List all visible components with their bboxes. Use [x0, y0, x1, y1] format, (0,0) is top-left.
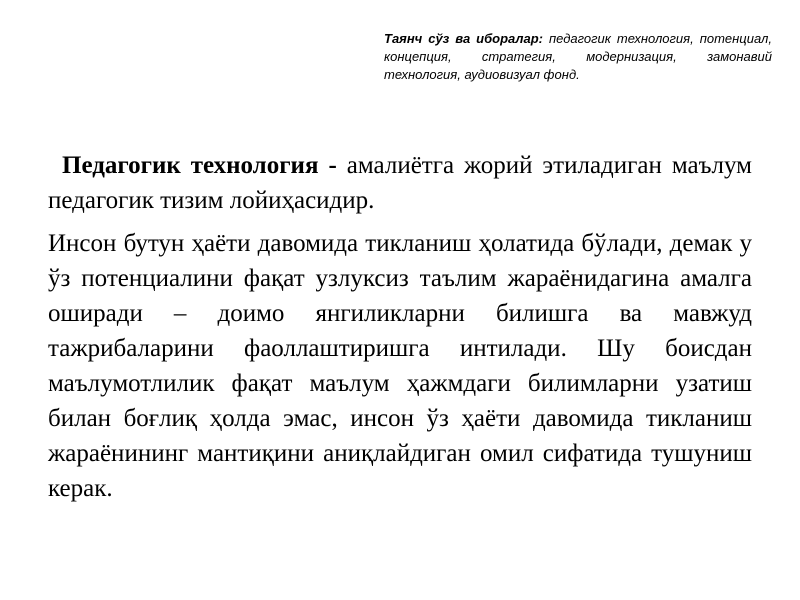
- body-paragraph: Инсон бутун ҳаёти давомида тикланиш ҳолатида бўлади, демак у ўз потенциалини фақат узлуксиз таълим жараёнидагина амалга оширади – доимо янгиликларни билишга ва мавжуд тажрибаларини фаоллаштиришга интилади. Шу боисдан маълумотлилик фақат маълум ҳажмдаги билимларни узатиш билан боғлиқ ҳолда эмас, инсон ўз ҳаёти давомида тикланиш жараёнининг мантиқини аниқлайдиган омил сифатида тушуниш керак.: [48, 230, 752, 502]
- definition-paragraph: [48, 148, 752, 218]
- keywords-block: [384, 30, 772, 84]
- keywords-text: педагогик технология, потенциал, концепция, стратегия, модернизация, замонавий технология, аудиовизуал фонд.: [384, 31, 772, 82]
- keywords-label: Таянч сўз ва иборалар:: [384, 31, 544, 46]
- main-text: [48, 148, 752, 506]
- definition-term: Педагогик технология -: [62, 152, 337, 179]
- definition-text: амалиётга жорий этиладиган маълум педагогик тизим лойиҳасидир.: [48, 152, 752, 214]
